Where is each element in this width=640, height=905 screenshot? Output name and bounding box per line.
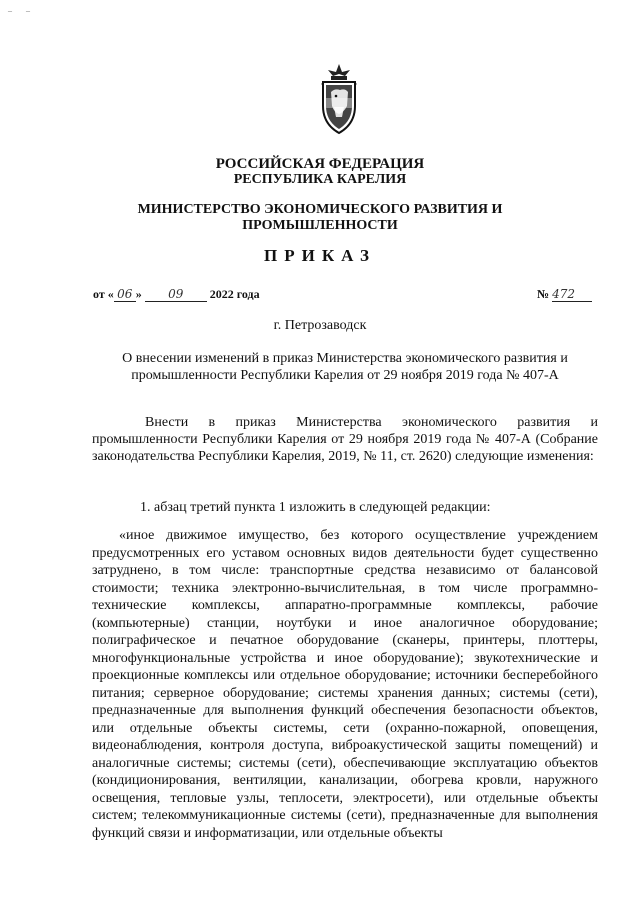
order-date [93, 287, 260, 302]
intro-paragraph: Внести в приказ Министерства экономического развития и промышленности Республики Карелия от 29 ноября 2019 года № 407-А (Собрание законодательства Республики Карелия, 2019, № 11, ст. 2620) следующие изменения: [92, 415, 598, 464]
date-prefix: от « [93, 287, 114, 301]
number-prefix: № [537, 287, 550, 301]
date-suffix: 2022 года [209, 287, 260, 301]
corner-mark: – – [8, 6, 36, 15]
region-heading: РЕСПУБЛИКА КАРЕЛИЯ [233, 172, 407, 187]
order-title: ПРИКАЗ [264, 246, 376, 265]
number-value: 472 [552, 287, 592, 302]
karelia-coat-of-arms-icon [318, 62, 360, 136]
city: г. Петрозаводск [273, 318, 367, 333]
date-mid: » [135, 287, 142, 301]
ministry-heading-line2: ПРОМЫШЛЕННОСТИ [242, 218, 398, 233]
quoted-paragraph: «иное движимое имущество, без которого осуществление учреждением предусмотренных его уставом основных видов деятельности будет существенно затруднено, в том числе: транспортные средства независимо от балансовой стоимости; техника электронно-вычислительная, в том числе программно-технические комплексы, аппаратно-программные комплексы, рабочие (компьютерные) станции, ноутбуки и иное аналогичное оборудование; полиграфическое и печатное оборудование (сканеры, принтеры, плоттеры, многофункциональные устройства и иное оборудование); звукотехнические и проекционные комплексы или отдельное оборудование; источники бесперебойного питания; серверное оборудование; системы хранения данных; системы (сети), предназначенные для выполнения функций обеспечения безопасности объектов, или отдельные объекты системы, сети (охранно-пожарной, оповещения, видеонаблюдения, контроля доступа, виброакустической защиты помещений) и аналогичные системы; системы (сети), обеспечивающие эксплуатацию объектов (кондиционирования, вентиляции, канализации, обогрева кровли, наружного освещения, тепловые узлы, теплосети, электросети), или отдельные объекты систем; телекоммуникационные системы (сети), предназначенные для выполнения функций связи и информатизации, или отдельные объекты [92, 528, 598, 841]
country-heading: РОССИЙСКАЯ ФЕДЕРАЦИЯ [215, 156, 425, 172]
order-subject: О внесении изменений в приказ Министерства экономического развития и промышленности Республики Карелия от 29 ноября 2019 года № 407-А [122, 351, 568, 383]
ministry-heading-line1: МИНИСТЕРСТВО ЭКОНОМИЧЕСКОГО РАЗВИТИЯ И [137, 202, 503, 217]
order-number [537, 287, 592, 302]
date-month: 09 [145, 287, 207, 302]
date-day: 06 [114, 287, 136, 302]
item-1: 1. абзац третий пункта 1 изложить в следующей редакции: [140, 500, 491, 515]
